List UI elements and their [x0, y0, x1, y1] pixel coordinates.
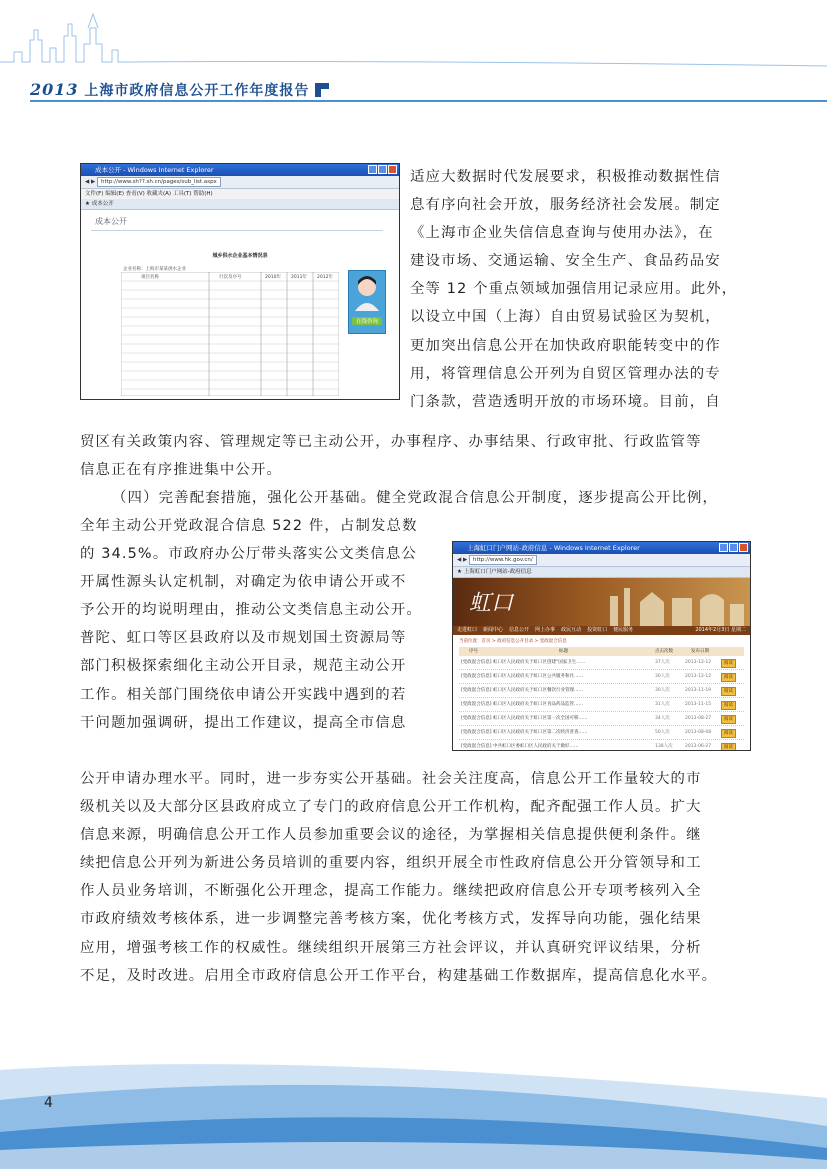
heading-rule: [91, 230, 383, 231]
text-line: 用，将管理信息公开列为自贸区管理办法的专: [410, 365, 721, 382]
list-row-date: 2013-08-27: [685, 716, 712, 721]
list-row[interactable]: [459, 712, 744, 726]
text-line: 工作。相关部门围绕依申请公开实践中遇到的若: [80, 686, 407, 703]
tab-label-2: 上海虹口门户网站-政府信息: [463, 569, 532, 575]
page-number: 4: [44, 1095, 53, 1111]
list-row-title: [党政混合信息] 虹口区人民政府关于虹口区公共服务和社……: [461, 674, 583, 679]
paragraph-right-column: [410, 163, 750, 416]
list-row-date: 2013-12-12: [685, 674, 712, 679]
footer-wave-decoration: [0, 1040, 827, 1169]
list-row-title: [党政混合信息] 虹口区人民政府关于虹口区食品药品监管……: [461, 702, 583, 707]
read-button[interactable]: 阅读: [721, 659, 736, 668]
list-row-clicks: 34人次: [655, 716, 670, 721]
tab-bar: ★ 成本公开: [81, 199, 399, 210]
read-button[interactable]: 阅读: [721, 729, 736, 738]
portal-list: [459, 656, 744, 751]
consult-badge[interactable]: 在线咨询: [352, 317, 382, 325]
list-header-title: 标题: [559, 649, 568, 654]
text-line: 不足，及时改进。启用全市政府信息公开工作平台，构建基础工作数据库，提高信息化水平。: [80, 967, 718, 984]
portal-breadcrumb: 当前位置：首页 > 政府信息公开目录 > 党政混合信息: [459, 639, 567, 644]
list-row-title: [党政混合信息] 虹口区人民政府关于虹口区餐饮行业管理……: [461, 688, 583, 693]
text-line: 门条款，营造透明开放的市场环境。目前，自: [410, 393, 721, 410]
text-line: 全等 12 个重点领域加强信用记录应用。此外，: [410, 281, 738, 298]
text-line: 息有序向社会开放，服务经济社会发展。制定: [410, 197, 721, 214]
list-row-clicks: 31人次: [655, 702, 670, 707]
portal-nav-item[interactable]: 政民互动: [561, 627, 582, 633]
portal-nav-item[interactable]: 网上办事: [535, 627, 556, 633]
list-header-date: 发布日期: [691, 649, 709, 654]
close-icon: [388, 165, 397, 174]
list-row-clicks: 37人次: [655, 660, 670, 665]
assistant-avatar-icon: [349, 271, 385, 311]
portal-nav: [453, 626, 750, 635]
report-year: 2013: [30, 80, 79, 99]
address-bar-2: ◀ ▶ http://www.hk.gov.cn/: [453, 554, 750, 567]
text-line: 应用，增强考核工作的权威性。继续组织开展第三方社会评议，并认真研究评议结果，分析: [80, 939, 702, 956]
paragraph-full-2: [80, 765, 750, 990]
text-line: 全年主动公开党政混合信息 522 件，占制发总数: [80, 518, 418, 534]
section-heading: （四）完善配套措施，强化公开基础。: [112, 490, 377, 506]
tab-label: 成本公开: [91, 201, 114, 207]
text-line: 普陀、虹口等区县政府以及市规划国土资源局等: [80, 630, 407, 647]
text-line: 《上海市企业失信信息查询与使用办法》，在: [410, 225, 714, 242]
list-row-title: [党政混合信息] 虹口区人民政府关于虹口区第一次全国可移……: [461, 716, 588, 721]
text-line: 市政府绩效考核体系，进一步调整完善考核方案，优化考核方式，发挥导向功能，强化结果: [80, 911, 702, 928]
paragraph-left-column: [80, 512, 445, 737]
text-line: 的 34.5%。市政府办公厅带头落实公文类信息公: [80, 546, 417, 563]
tab-bar-2: ★ 上海虹口门户网站-政府信息: [453, 567, 750, 578]
read-button[interactable]: 阅读: [721, 715, 736, 724]
portal-nav-item[interactable]: 走进虹口: [457, 627, 478, 633]
col-2012: 2012年: [317, 275, 333, 280]
corner-mark-icon: [315, 83, 329, 97]
address-bar: ◀ ▶ http://www.sh??.sh.cn/pages/sub_list.aspx: [81, 176, 399, 189]
section-line-rest: 健全党政混合信息公开制度，逐步提高公开比例，: [376, 490, 719, 506]
banner-logo-text: 虹口: [469, 591, 514, 616]
skyline-image: [600, 582, 750, 626]
read-button[interactable]: 阅读: [721, 687, 736, 696]
minimize-icon: [719, 543, 728, 552]
list-row-title: [党政混合信息] 中共虹口区委虹口区人民政府关于做好……: [461, 744, 579, 749]
text-line: 以设立中国（上海）自由贸易试验区为契机，: [410, 309, 721, 326]
text-line: 干问题加强调研，提出工作建议，提高全市信息: [80, 714, 407, 731]
url-field: http://www.sh??.sh.cn/pages/sub_list.aspx: [97, 177, 221, 187]
table-title: 城乡供水企业基本情况表: [212, 253, 268, 259]
text-line: 开属性源头认定机制，对确定为依申请公开或不: [80, 574, 407, 591]
text-line: 信息正在有序推进集中公开。: [80, 462, 283, 479]
screenshot-cost-disclosure: [80, 163, 400, 400]
list-row-clicks: 30人次: [655, 674, 670, 679]
list-row-date: 2013-11-15: [685, 702, 712, 707]
list-row-date: 2013-11-19: [685, 688, 712, 693]
paragraph-full-1: [80, 428, 750, 484]
report-title-text: 上海市政府信息公开工作年度报告: [84, 83, 310, 99]
report-title: [30, 80, 329, 100]
maximize-icon: [729, 543, 738, 552]
table-note: 企业名称：上海市某某供水企业: [123, 267, 186, 272]
window-titlebar: [81, 164, 399, 176]
text-line: 续把信息公开列为新进公务员培训的重要内容，组织开展全市性政府信息公开分管领导和工: [80, 855, 702, 872]
header-rule: [30, 100, 827, 102]
text-line: 部门积极探索细化主动公开目录，规范主动公开: [80, 658, 407, 675]
list-row-date: 2013-06-27: [685, 744, 712, 749]
minimize-icon: [368, 165, 377, 174]
screenshot-hongkou-portal: [452, 541, 751, 751]
text-line: 建设市场、交通运输、安全生产、食品药品安: [410, 253, 721, 270]
list-row[interactable]: [459, 740, 744, 751]
text-line: 级机关以及大部分区县政府成立了专门的政府信息公开工作机构，配齐配强工作人员。扩大: [80, 799, 702, 816]
text-line: 信息来源，明确信息公开工作人员参加重要会议的途径，为掌握相关信息提供便利条件。继: [80, 827, 702, 844]
window-titlebar-2: [453, 542, 750, 554]
list-row-title: [党政混合信息] 虹口区人民政府关于虹口区第二次经济普查……: [461, 730, 588, 735]
list-row-date: 2013-12-12: [685, 660, 712, 665]
portal-nav-item[interactable]: 信息公开: [509, 627, 530, 633]
read-button[interactable]: 阅读: [721, 673, 736, 682]
list-row-clicks: 138人次: [655, 744, 673, 749]
portal-nav-item[interactable]: 便民服务: [613, 627, 634, 633]
cost-table: [121, 272, 339, 396]
list-row-clicks: 30人次: [655, 688, 670, 693]
read-button[interactable]: 阅读: [721, 701, 736, 710]
list-row[interactable]: [459, 656, 744, 670]
consultant-widget[interactable]: [348, 270, 386, 334]
read-button[interactable]: 阅读: [721, 743, 736, 751]
close-icon: [739, 543, 748, 552]
text-line: 适应大数据时代发展要求，积极推动数据性信: [410, 169, 721, 185]
col-seq: 行次及序号: [219, 275, 242, 280]
maximize-icon: [378, 165, 387, 174]
text-line: 公开申请办理水平。同时，进一步夯实公开基础。社会关注度高，信息公开工作量较大的市: [80, 771, 702, 787]
list-header-seq: 序号: [469, 649, 478, 654]
list-header: [459, 647, 744, 656]
menu-bar: 文件(F) 编辑(E) 查看(V) 收藏夹(A) 工具(T) 帮助(H): [81, 189, 399, 199]
col-2011: 2011年: [291, 275, 307, 280]
list-row[interactable]: [459, 670, 744, 684]
text-line: 贸区有关政策内容、管理规定等已主动公开，办事程序、办事结果、行政审批、行政监管等: [80, 434, 702, 450]
list-row-date: 2013-08-08: [685, 730, 712, 735]
portal-banner: [453, 578, 750, 626]
list-row-title: [党政混合信息] 虹口区人民政府关于虹口区创建“国家卫生……: [461, 660, 586, 665]
list-row[interactable]: [459, 726, 744, 740]
text-line: 更加突出信息公开在加快政府职能转变中的作: [410, 337, 721, 354]
list-header-clicks: 点击次数: [655, 649, 673, 654]
col-2010: 2010年: [265, 275, 281, 280]
list-row[interactable]: [459, 684, 744, 698]
portal-date: 2014年2月3日 星期二: [695, 627, 746, 633]
col-item: 项目名称: [141, 275, 159, 280]
section-line: [112, 484, 752, 512]
list-row-clicks: 50人次: [655, 730, 670, 735]
url-field-2: http://www.hk.gov.cn/: [469, 555, 537, 565]
portal-nav-item[interactable]: 新闻中心: [483, 627, 504, 633]
page-heading: 成本公开: [95, 217, 127, 226]
window-title: 成本公开 - Windows Internet Explorer: [95, 166, 214, 174]
text-line: 作人员业务培训，不断强化公开理念，提高工作能力。继续把政府信息公开专项考核列入全: [80, 883, 702, 900]
portal-nav-item[interactable]: 投资虹口: [587, 627, 608, 633]
text-line: 予公开的均说明理由，推动公文类信息主动公开。: [80, 602, 422, 619]
window-title-2: 上海虹口门户网站-政府信息 - Windows Internet Explorer: [467, 544, 640, 552]
list-row[interactable]: [459, 698, 744, 712]
